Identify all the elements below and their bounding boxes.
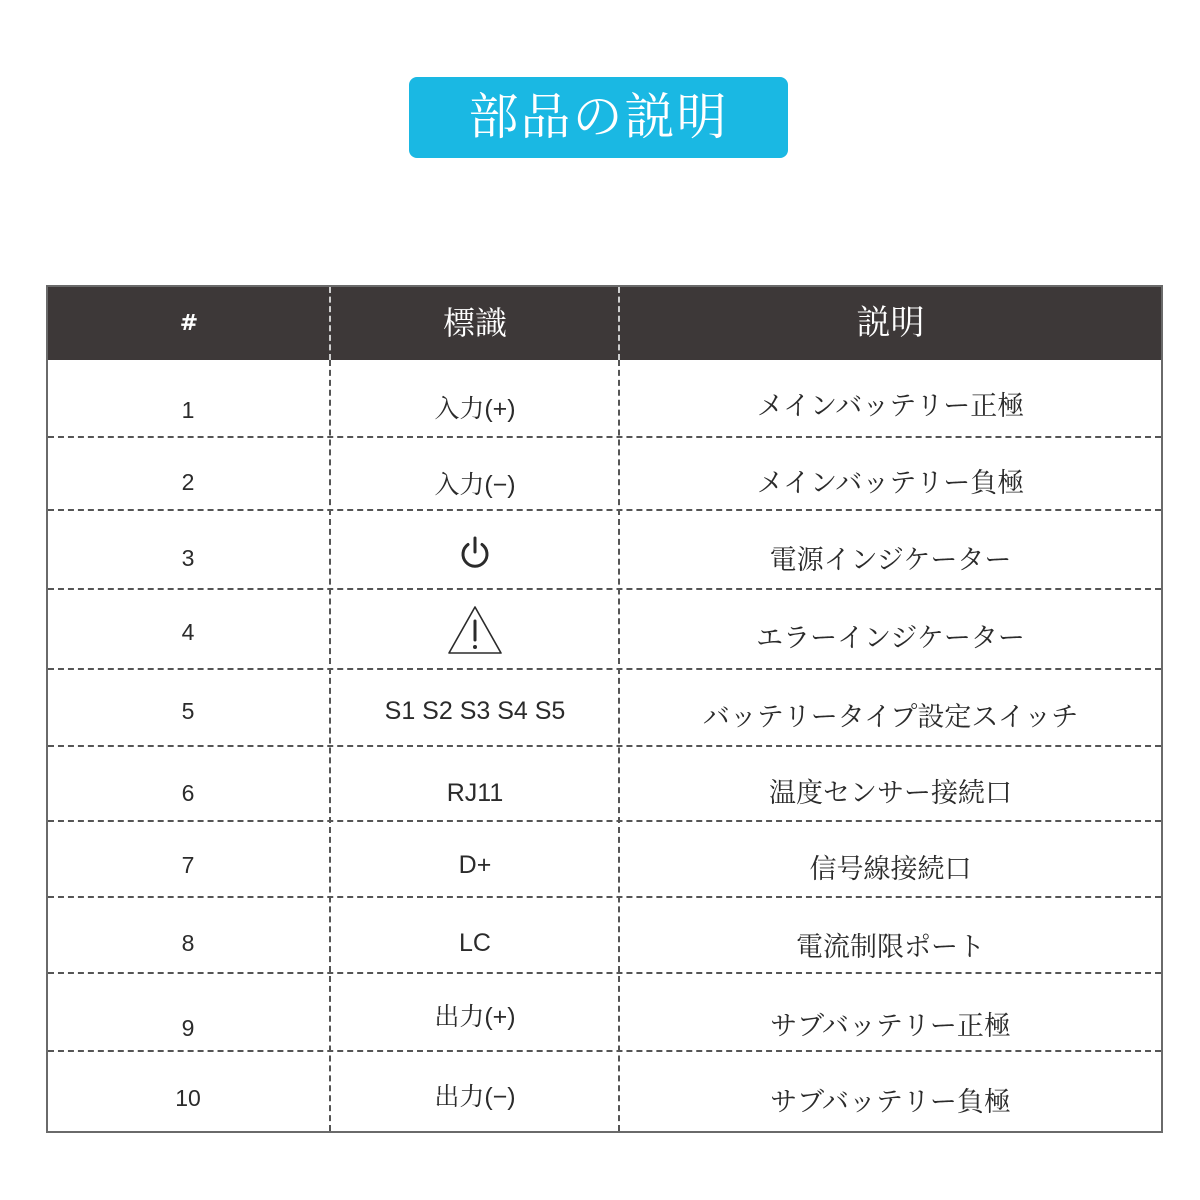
row-divider (48, 972, 1161, 974)
row-sign: 入力(−) (434, 471, 516, 499)
row-description: 電流制限ポート (796, 931, 985, 962)
row-number: 4 (181, 618, 195, 645)
row-description: サブバッテリー正極 (770, 1010, 1011, 1041)
warning-triangle-icon (330, 600, 620, 660)
row-sign: D+ (458, 850, 492, 879)
row-sign: 出力(+) (434, 1003, 516, 1031)
row-divider (48, 668, 1161, 670)
parts-table (46, 285, 1163, 1133)
row-number: 8 (181, 929, 195, 956)
row-description: 信号線接続口 (809, 853, 972, 884)
row-number: 6 (181, 779, 195, 806)
row-sign: 出力(−) (434, 1083, 516, 1111)
row-description: サブバッテリー負極 (770, 1086, 1011, 1117)
row-number: 2 (181, 468, 195, 495)
row-number: 1 (181, 396, 195, 423)
table-header (48, 287, 1161, 360)
power-icon (330, 525, 620, 581)
row-number: 3 (181, 544, 195, 571)
row-number: 7 (181, 851, 195, 878)
row-description: バッテリータイプ設定スイッチ (702, 701, 1079, 732)
row-number: 10 (175, 1084, 201, 1111)
row-description: メインバッテリー負極 (756, 467, 1025, 498)
row-sign: RJ11 (446, 778, 504, 807)
header-number: # (179, 311, 199, 336)
header-divider (329, 287, 331, 360)
row-description: 温度センサー接続口 (769, 777, 1012, 808)
row-divider (48, 588, 1161, 590)
row-number: 9 (181, 1014, 195, 1041)
row-number: 5 (181, 697, 195, 724)
row-description: メインバッテリー正極 (756, 390, 1025, 421)
row-sign: S1 S2 S3 S4 S5 (384, 696, 566, 725)
row-sign: LC (459, 928, 491, 957)
header-divider (618, 287, 620, 360)
row-description: 電源インジケーター (769, 544, 1012, 575)
row-divider (48, 745, 1161, 747)
row-sign: 入力(+) (434, 395, 516, 423)
page-title: 部品の説明 (409, 77, 788, 158)
header-description: 説明 (856, 303, 925, 343)
row-description: エラーインジケーター (756, 622, 1025, 653)
row-divider (48, 896, 1161, 898)
header-sign: 標識 (442, 304, 507, 342)
